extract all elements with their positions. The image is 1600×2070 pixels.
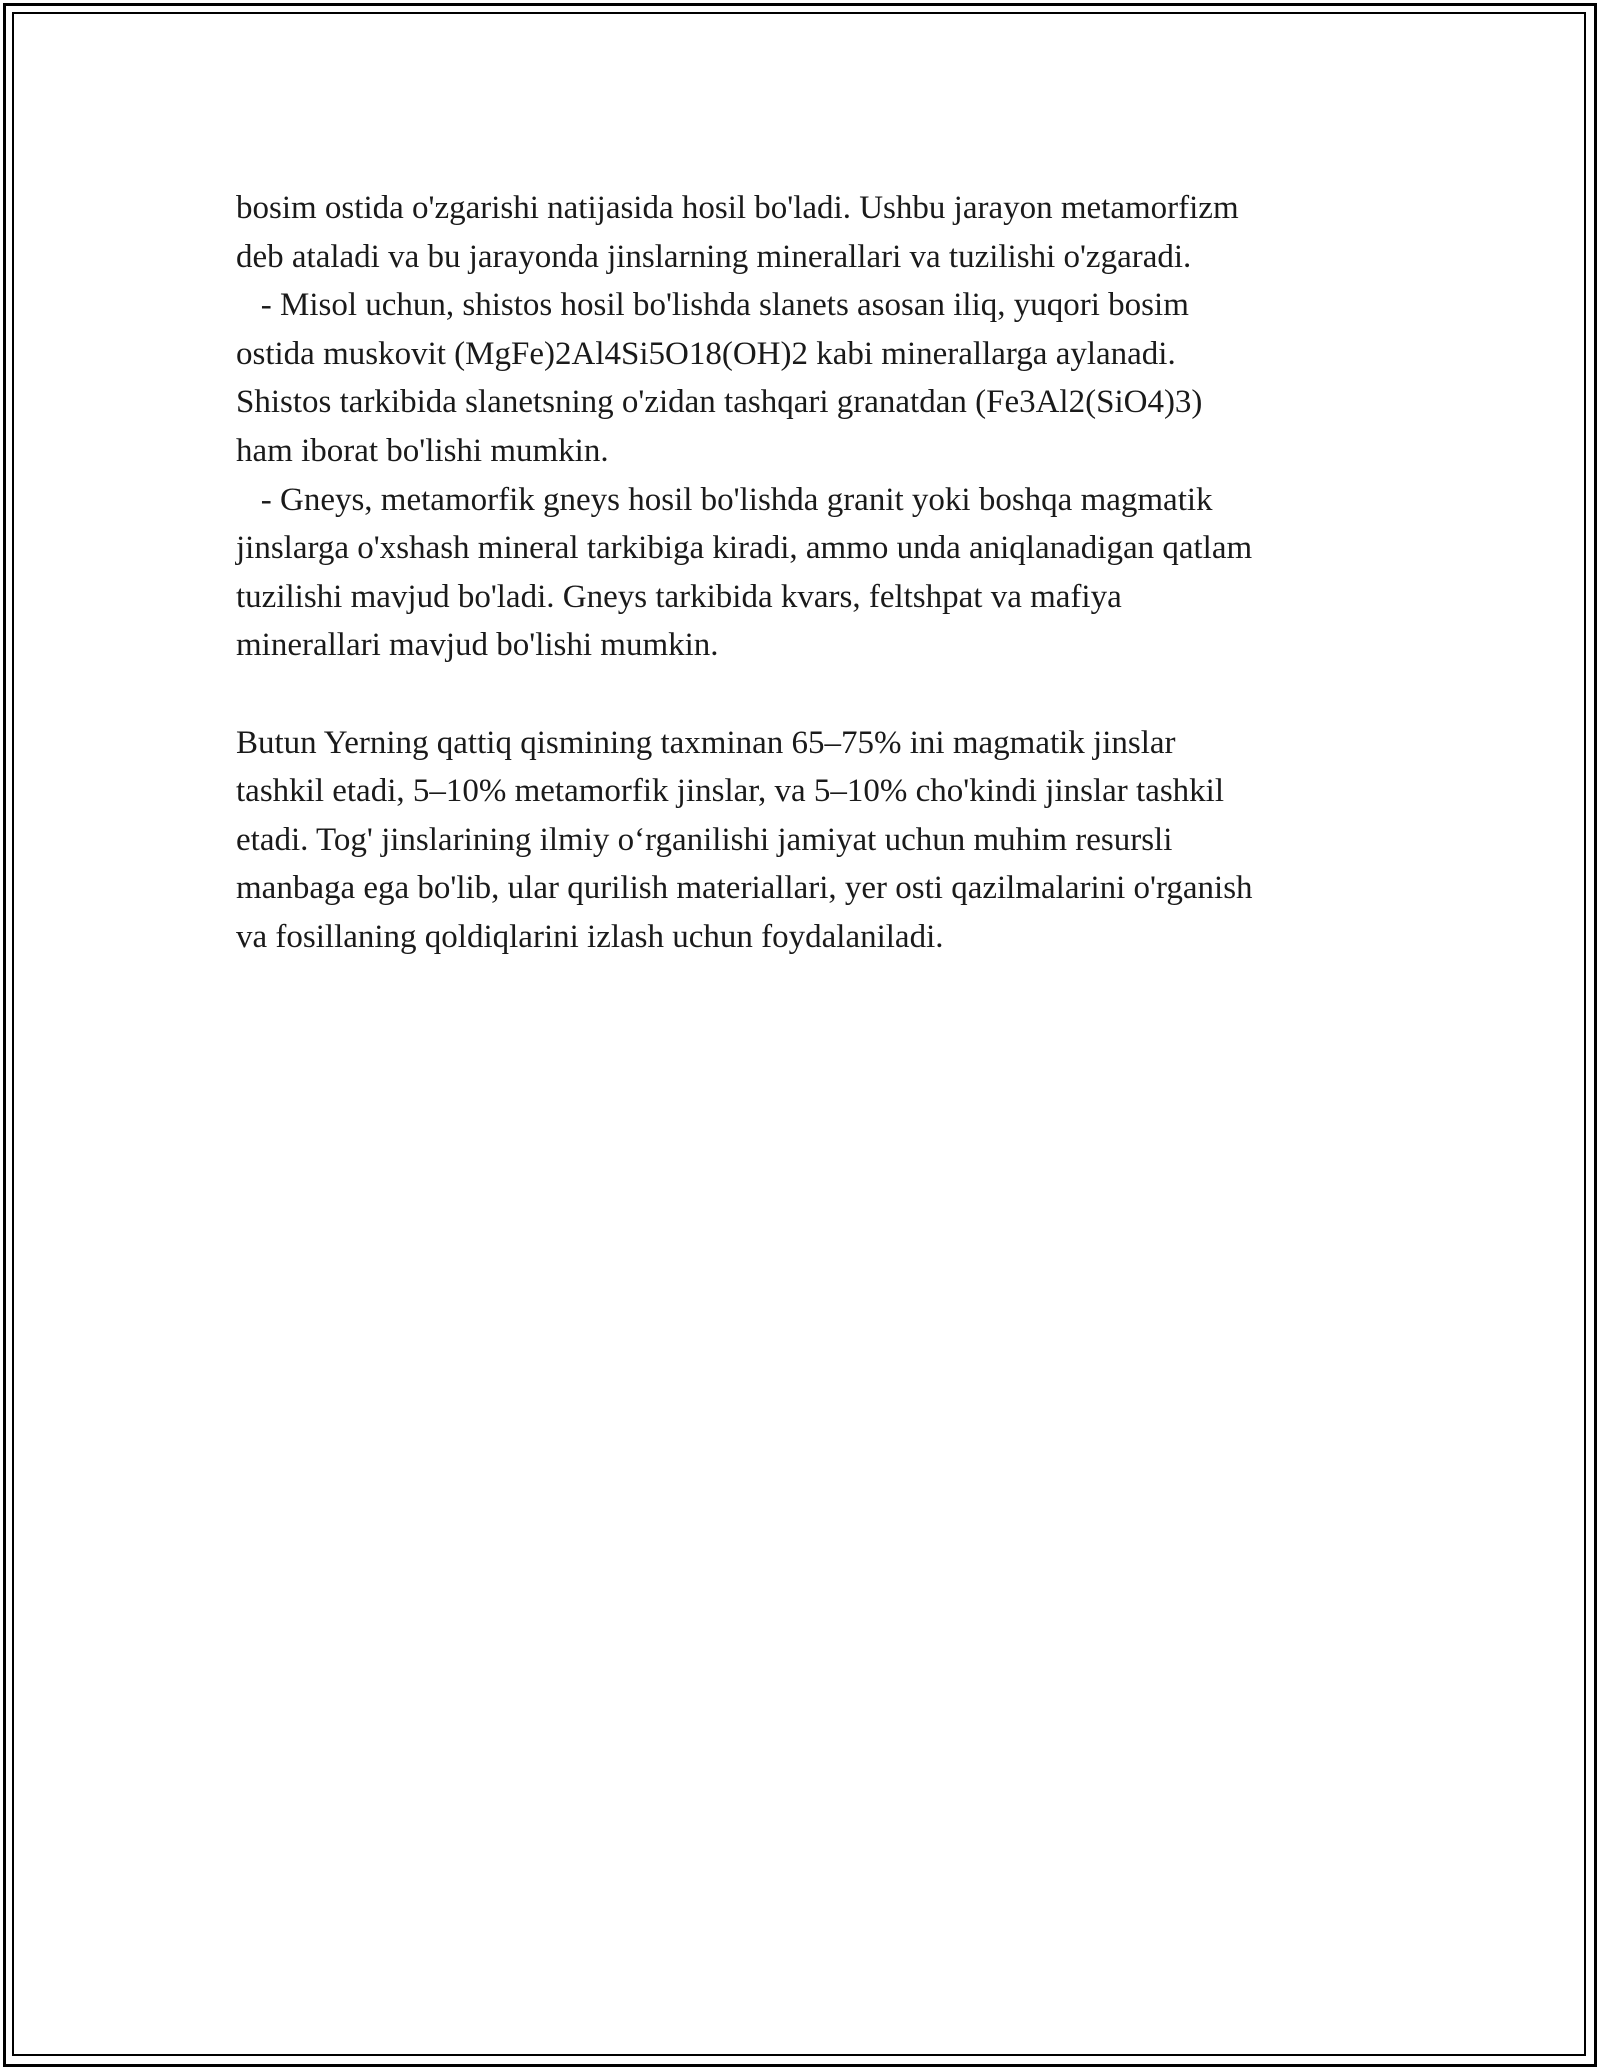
text-line: minerallari mavjud bo'lishi mumkin. [236,627,719,664]
text-line: bosim ostida o'zgarishi natijasida hosil bo'ladi. Ushbu jarayon metamorfizm [236,190,1239,226]
text-line: - Gneys, metamorfik gneys hosil bo'lishda granit yoki boshqa magmatik [236,481,1213,518]
text-line: ham iborat bo'lishi mumkin. [236,432,609,469]
text-line: etadi. Tog' jinslarining ilmiy o‘rganilishi jamiyat uchun muhim resursli [236,821,1173,858]
text-line: jinslarga o'xshash mineral tarkibiga kiradi, ammo unda aniqlanadigan qatlam [236,530,1253,567]
text-line: va fosillaning qoldiqlarini izlash uchun foydalaniladi. [236,918,944,955]
text-line: deb ataladi va bu jarayonda jinslarning minerallari va tuzilishi o'zgaradi. [236,238,1192,275]
text-line: Butun Yerning qattiq qismining taxminan 65–75% ini magmatik jinslar [236,724,1176,761]
text-line: ostida muskovit (MgFe)2Al4Si5O18(OH)2 kabi minerallarga aylanadi. [236,335,1176,372]
text-line: Shistos tarkibida slanetsning o'zidan tashqari granatdan (Fe3Al2(SiO4)3) [236,384,1203,421]
text-line: manbaga ega bo'lib, ular qurilish materiallari, yer osti qazilmalarini o'rganish [236,870,1253,907]
text-line: tuzilishi mavjud bo'ladi. Gneys tarkibida kvars, feltshpat va mafiya [236,578,1122,615]
text-line: tashkil etadi, 5–10% metamorfik jinslar, va 5–10% cho'kindi jinslar tashkil [236,773,1225,810]
document-body [236,184,1376,962]
paragraph-gap [236,670,1376,719]
text-line: - Misol uchun, shistos hosil bo'lishda slanets asosan iliq, yuqori bosim [236,287,1189,324]
